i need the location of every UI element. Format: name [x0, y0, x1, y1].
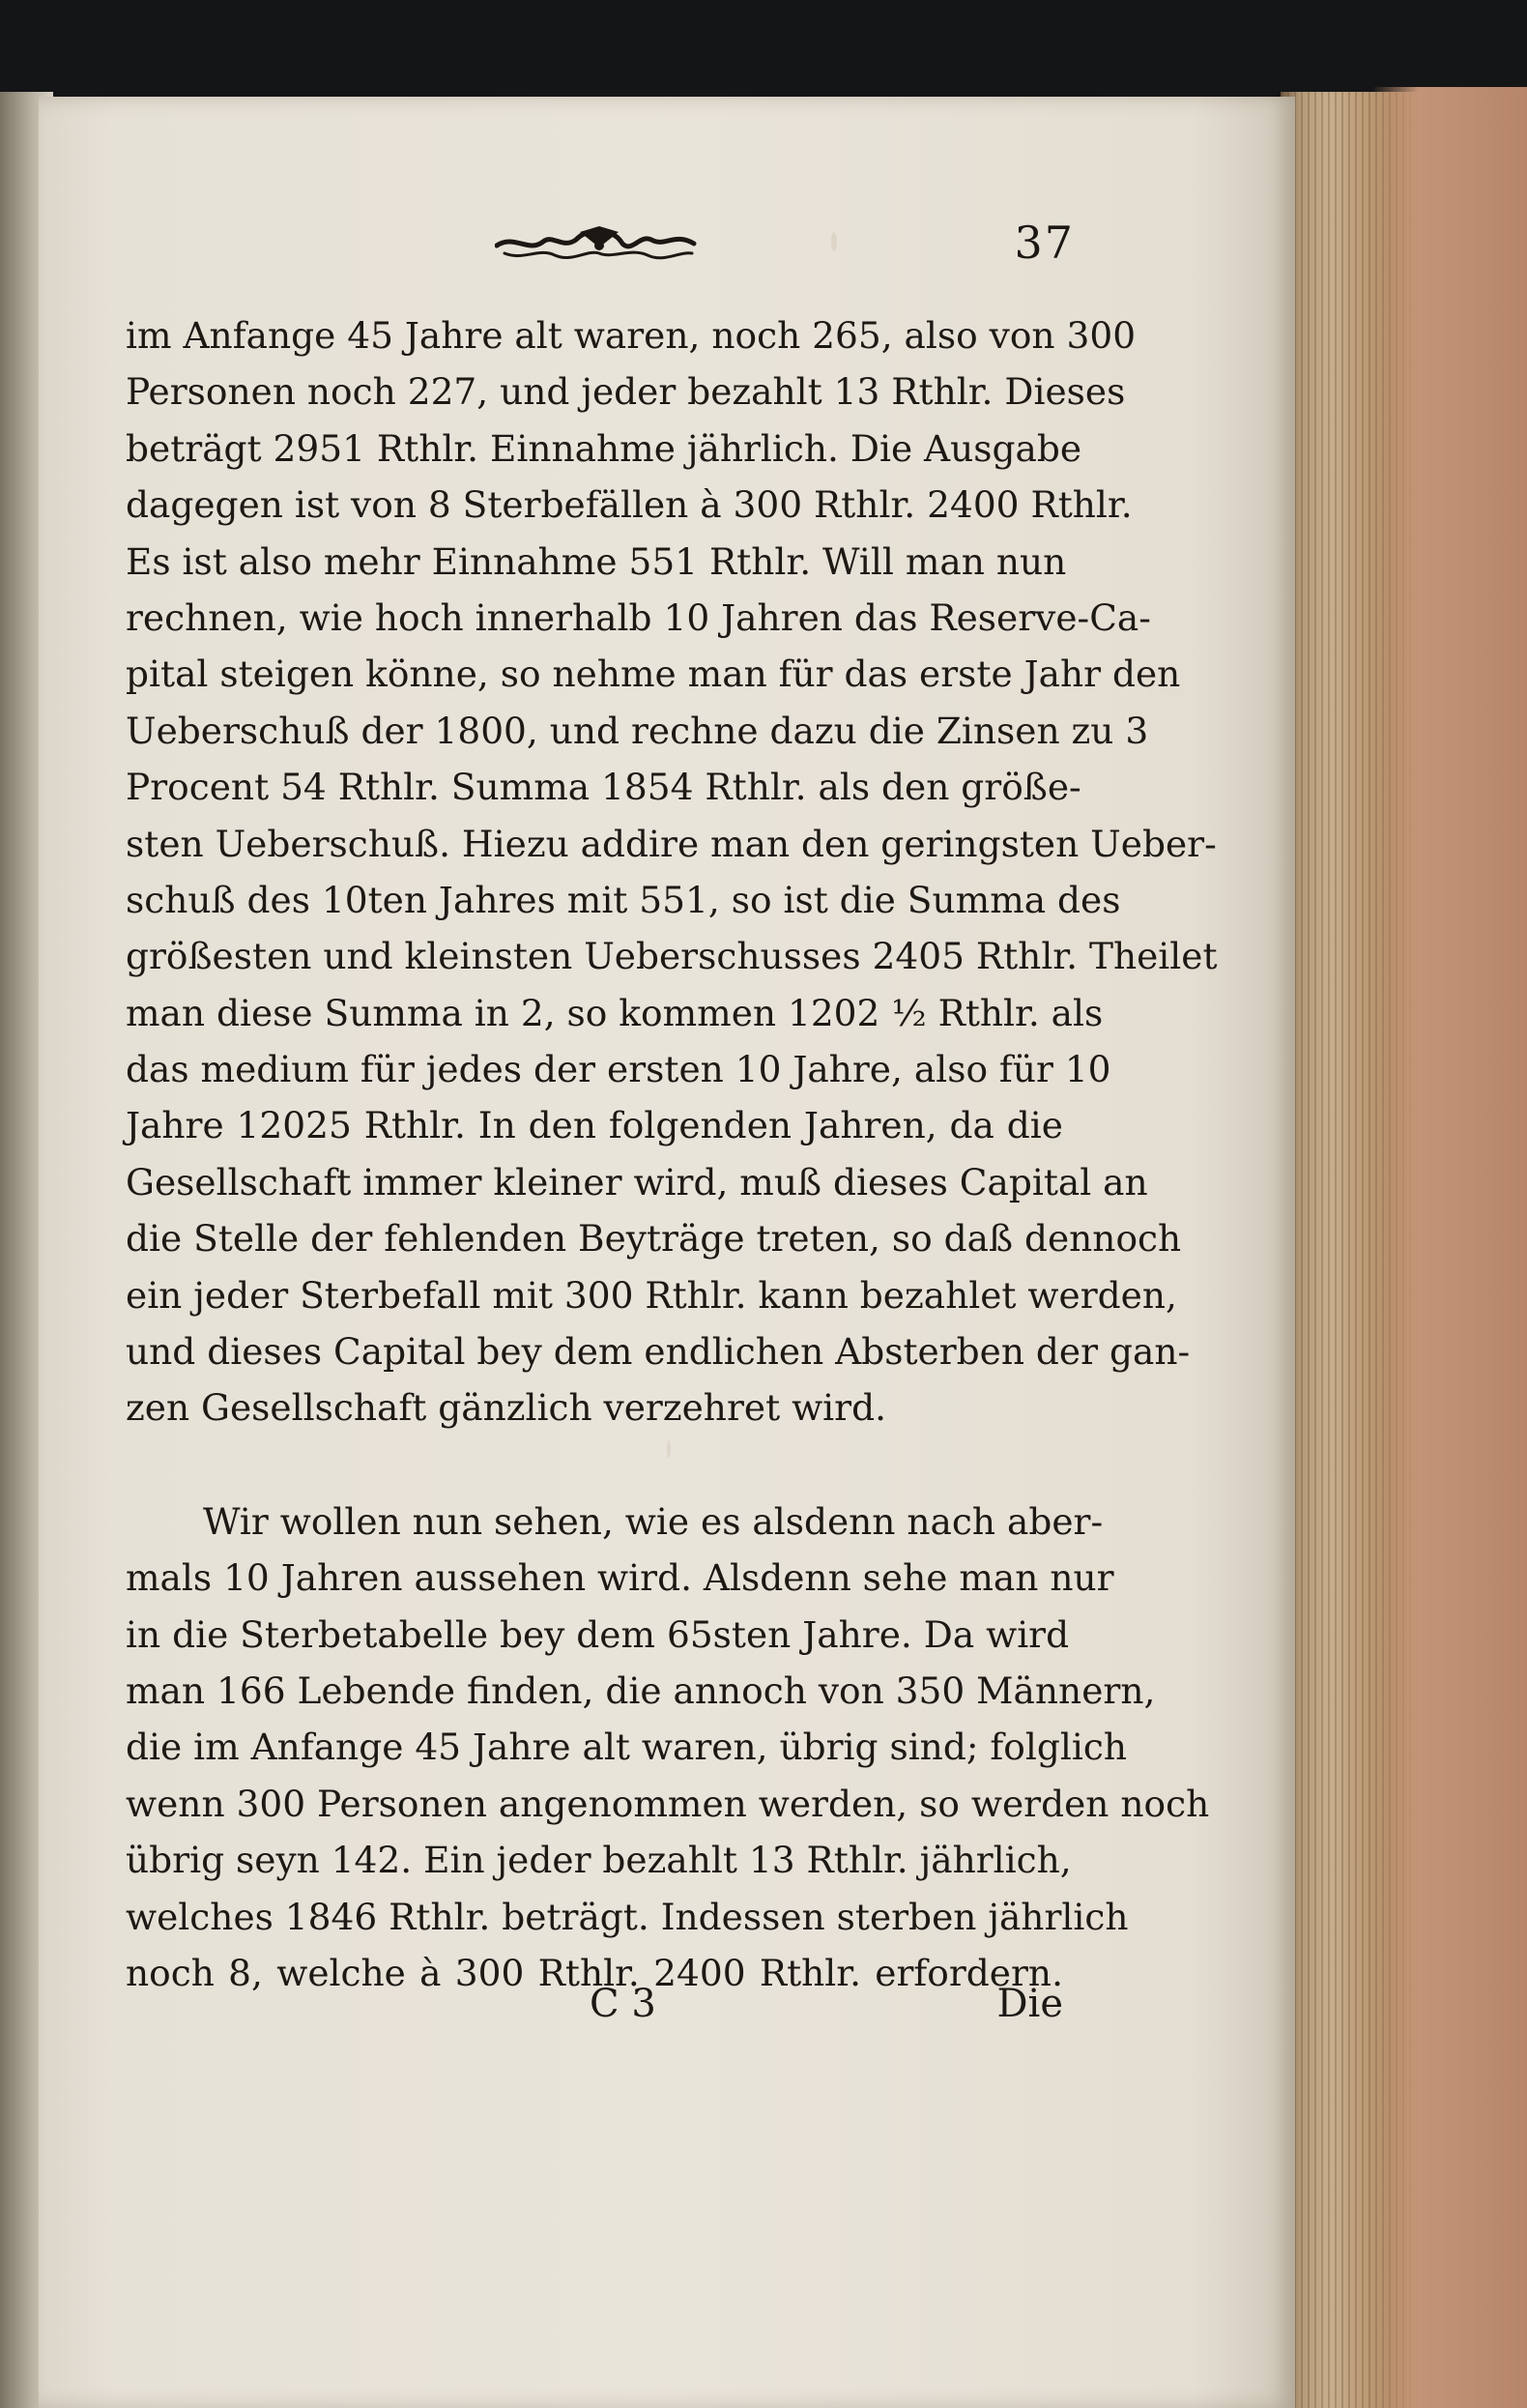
text-line: Es ist also mehr Einnahme 551 Rthlr. Will man nun — [126, 539, 1067, 583]
signature-mark: C 3 — [590, 1982, 656, 2026]
text-line: rechnen, wie hoch innerhalb 10 Jahren das Reserve-Ca- — [126, 595, 1151, 639]
text-line: sten Ueberschuß. Hiezu addire man den geringsten Ueber- — [126, 822, 1217, 865]
text-line: dagegen ist von 8 Sterbefällen à 300 Rthlr. 2400 Rthlr. — [126, 483, 1133, 527]
text-line: und dieses Capital bey dem endlichen Absterben der gan- — [126, 1330, 1191, 1374]
text-line: die im Anfange 45 Jahre alt waren, übrig sind; folglich — [126, 1726, 1127, 1769]
text-line: man diese Summa in 2, so kommen 1202 ½ Rthlr. als — [126, 991, 1104, 1034]
text-line: ein jeder Sterbefall mit 300 Rthlr. kann bezahlet werden, — [126, 1273, 1177, 1317]
book-cover-edge — [1372, 87, 1527, 2408]
paragraph — [126, 307, 1218, 1436]
text-line: man 166 Lebende finden, die annoch von 350 Männern, — [126, 1668, 1156, 1712]
page-number: 37 — [1014, 217, 1075, 269]
text-line: Ueberschuß der 1800, und rechne dazu die Zinsen zu 3 — [126, 709, 1149, 752]
text-line: das medium für jedes der ersten 10 Jahre, also für 10 — [126, 1048, 1111, 1091]
catchword: Die — [996, 1982, 1063, 2026]
text-line: Gesellschaft immer kleiner wird, muß dieses Capital an — [126, 1160, 1148, 1204]
text-line: größesten und kleinsten Ueberschusses 2405 Rthlr. Theilet — [126, 935, 1218, 978]
scanner-background — [0, 0, 1527, 97]
text-line: übrig seyn 142. Ein jeder bezahlt 13 Rthlr. jährlich, — [126, 1839, 1072, 1882]
text-line: beträgt 2951 Rthlr. Einnahme jährlich. Die Ausgabe — [126, 426, 1082, 470]
text-line: im Anfange 45 Jahre alt waren, noch 265, also von 300 — [126, 314, 1137, 357]
text-line: noch 8, welche à 300 Rthlr. 2400 Rthlr. erfordern. — [126, 1951, 1063, 1994]
text-line: mals 10 Jahren aussehen wird. Alsdenn sehe man nur — [126, 1556, 1114, 1600]
body-text — [126, 307, 1218, 2001]
text-line: Jahre 12025 Rthlr. In den folgenden Jahren, da die — [126, 1104, 1063, 1147]
text-line: Personen noch 227, und jeder bezahlt 13 Rthlr. Dieses — [126, 370, 1126, 414]
text-line: wenn 300 Personen angenommen werden, so werden noch — [126, 1782, 1210, 1825]
text-line: Wir wollen nun sehen, wie es alsdenn nach aber- — [203, 1499, 1104, 1543]
text-line: schuß des 10ten Jahres mit 551, so ist die Summa des — [126, 878, 1121, 921]
paragraph — [126, 1494, 1210, 2002]
text-line: die Stelle der fehlenden Beyträge treten, so daß dennoch — [126, 1217, 1182, 1261]
text-line: pital steigen könne, so nehme man für das erste Jahr den — [126, 653, 1181, 696]
text-line: welches 1846 Rthlr. beträgt. Indessen sterben jährlich — [126, 1895, 1129, 1938]
text-line: in die Sterbetabelle bey dem 65sten Jahre. Da wird — [126, 1612, 1070, 1656]
text-line: Procent 54 Rthlr. Summa 1854 Rthlr. als den größe- — [126, 766, 1081, 809]
text-line: zen Gesellschaft gänzlich verzehret wird. — [126, 1386, 887, 1430]
page-footer — [126, 1982, 1063, 2040]
page-header — [495, 217, 1075, 284]
decorative-headpiece-icon — [495, 224, 698, 267]
